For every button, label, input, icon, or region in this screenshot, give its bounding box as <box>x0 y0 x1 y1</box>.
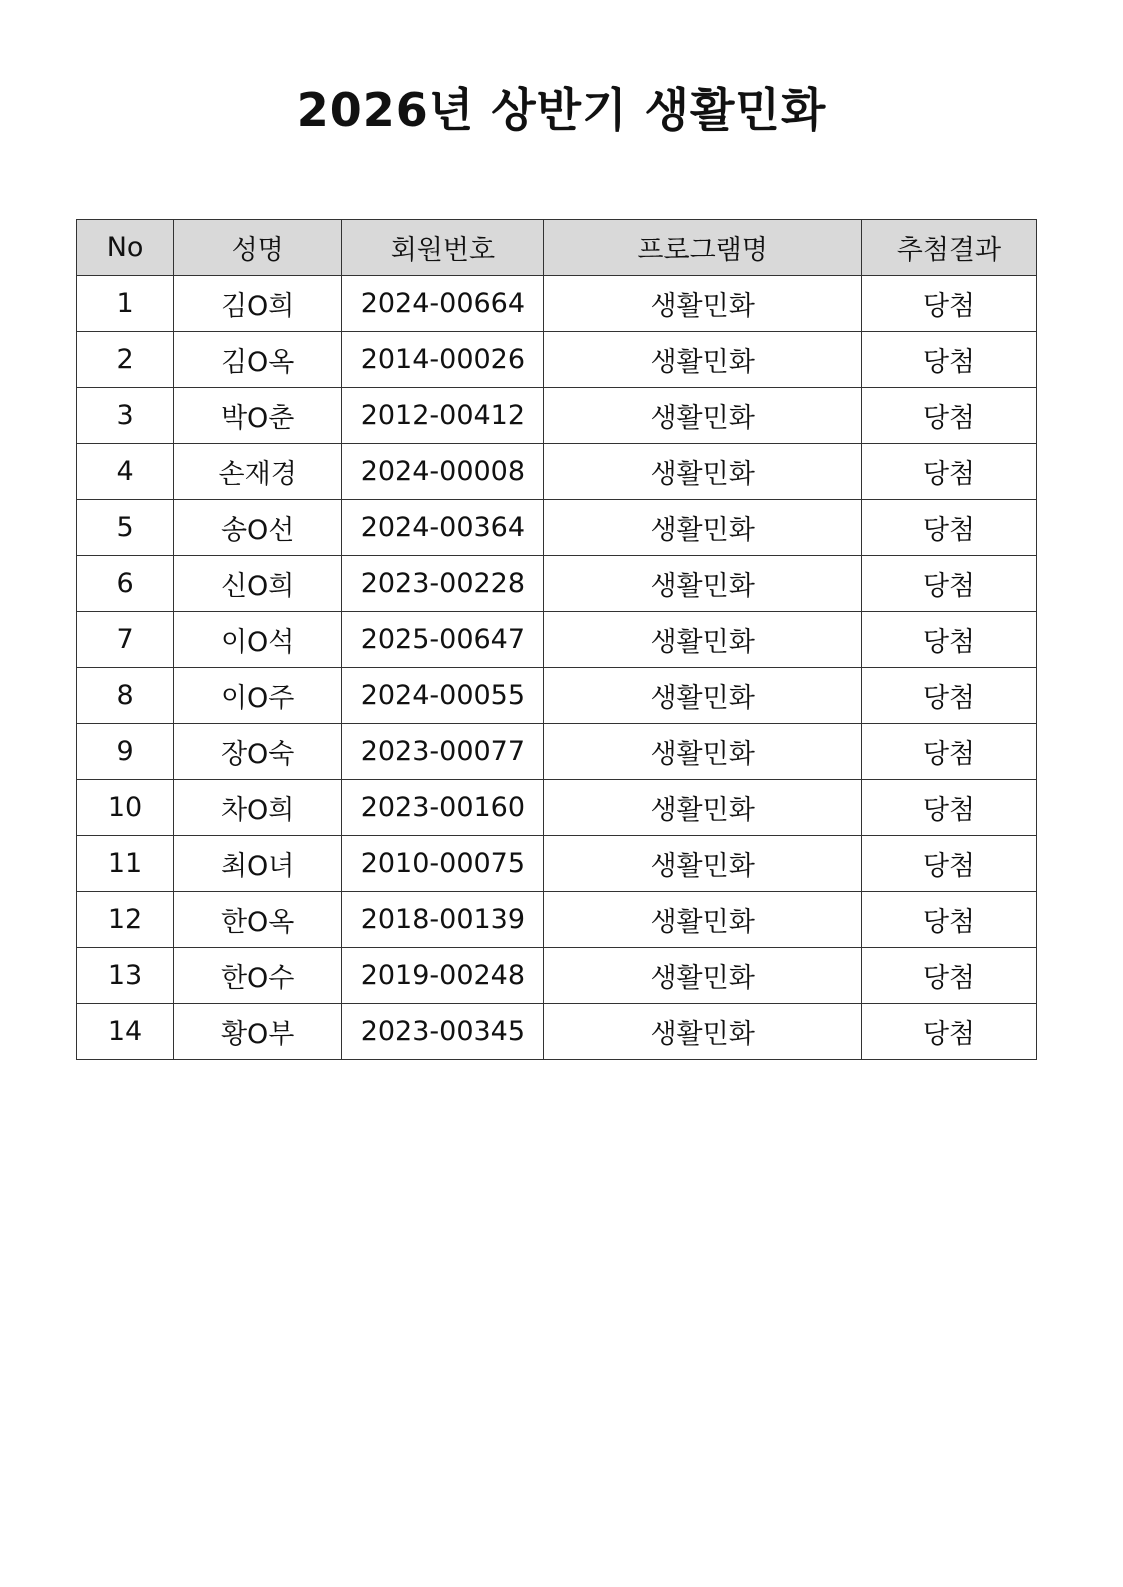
cell-name: 김O옥 <box>174 332 342 388</box>
cell-program: 생활민화 <box>544 388 861 444</box>
cell-name: 한O옥 <box>174 892 342 948</box>
cell-name: 이O석 <box>174 612 342 668</box>
cell-program: 생활민화 <box>544 892 861 948</box>
cell-name: 한O수 <box>174 948 342 1004</box>
table-row <box>77 668 1037 724</box>
cell-result: 당첨 <box>861 276 1036 332</box>
cell-no: 14 <box>77 1004 174 1060</box>
cell-member-id: 2024-00664 <box>342 276 544 332</box>
cell-result: 당첨 <box>861 556 1036 612</box>
cell-result: 당첨 <box>861 500 1036 556</box>
table-row <box>77 1004 1037 1060</box>
cell-no: 10 <box>77 780 174 836</box>
cell-name: 황O부 <box>174 1004 342 1060</box>
table-row <box>77 780 1037 836</box>
lottery-result-table <box>76 219 1037 1060</box>
cell-program: 생활민화 <box>544 1004 861 1060</box>
cell-name: 차O희 <box>174 780 342 836</box>
table-row <box>77 388 1037 444</box>
cell-member-id: 2024-00364 <box>342 500 544 556</box>
cell-program: 생활민화 <box>544 668 861 724</box>
cell-program: 생활민화 <box>544 500 861 556</box>
cell-member-id: 2019-00248 <box>342 948 544 1004</box>
table-row <box>77 948 1037 1004</box>
table-row <box>77 276 1037 332</box>
table-row <box>77 892 1037 948</box>
table-header-row <box>77 220 1037 276</box>
column-header-no: No <box>77 220 174 276</box>
cell-no: 2 <box>77 332 174 388</box>
table-row <box>77 556 1037 612</box>
cell-name: 박O춘 <box>174 388 342 444</box>
cell-result: 당첨 <box>861 612 1036 668</box>
cell-member-id: 2024-00055 <box>342 668 544 724</box>
cell-member-id: 2018-00139 <box>342 892 544 948</box>
cell-result: 당첨 <box>861 724 1036 780</box>
cell-result: 당첨 <box>861 948 1036 1004</box>
cell-program: 생활민화 <box>544 332 861 388</box>
cell-program: 생활민화 <box>544 780 861 836</box>
cell-result: 당첨 <box>861 780 1036 836</box>
cell-no: 3 <box>77 388 174 444</box>
cell-program: 생활민화 <box>544 724 861 780</box>
cell-member-id: 2023-00228 <box>342 556 544 612</box>
table-row <box>77 724 1037 780</box>
cell-program: 생활민화 <box>544 948 861 1004</box>
cell-name: 송O선 <box>174 500 342 556</box>
cell-member-id: 2012-00412 <box>342 388 544 444</box>
cell-no: 7 <box>77 612 174 668</box>
cell-member-id: 2023-00160 <box>342 780 544 836</box>
cell-result: 당첨 <box>861 668 1036 724</box>
cell-name: 신O희 <box>174 556 342 612</box>
cell-no: 1 <box>77 276 174 332</box>
cell-member-id: 2025-00647 <box>342 612 544 668</box>
cell-result: 당첨 <box>861 332 1036 388</box>
column-header-program: 프로그램명 <box>544 220 861 276</box>
cell-name: 장O숙 <box>174 724 342 780</box>
cell-name: 이O주 <box>174 668 342 724</box>
table-row <box>77 500 1037 556</box>
cell-program: 생활민화 <box>544 836 861 892</box>
cell-result: 당첨 <box>861 388 1036 444</box>
table-row <box>77 612 1037 668</box>
cell-name: 최O녀 <box>174 836 342 892</box>
cell-no: 11 <box>77 836 174 892</box>
cell-no: 12 <box>77 892 174 948</box>
cell-name: 손재경 <box>174 444 342 500</box>
column-header-result: 추첨결과 <box>861 220 1036 276</box>
column-header-member-id: 회원번호 <box>342 220 544 276</box>
cell-no: 9 <box>77 724 174 780</box>
cell-result: 당첨 <box>861 892 1036 948</box>
table-row <box>77 836 1037 892</box>
cell-member-id: 2014-00026 <box>342 332 544 388</box>
cell-no: 8 <box>77 668 174 724</box>
cell-result: 당첨 <box>861 836 1036 892</box>
cell-result: 당첨 <box>861 444 1036 500</box>
cell-member-id: 2023-00077 <box>342 724 544 780</box>
cell-name: 김O희 <box>174 276 342 332</box>
page-title: 2026년 상반기 생활민화 <box>296 83 827 137</box>
cell-program: 생활민화 <box>544 556 861 612</box>
cell-program: 생활민화 <box>544 276 861 332</box>
table-row <box>77 332 1037 388</box>
table-row <box>77 444 1037 500</box>
cell-member-id: 2023-00345 <box>342 1004 544 1060</box>
cell-program: 생활민화 <box>544 612 861 668</box>
cell-no: 6 <box>77 556 174 612</box>
cell-program: 생활민화 <box>544 444 861 500</box>
cell-no: 4 <box>77 444 174 500</box>
cell-no: 13 <box>77 948 174 1004</box>
cell-no: 5 <box>77 500 174 556</box>
cell-member-id: 2024-00008 <box>342 444 544 500</box>
column-header-name: 성명 <box>174 220 342 276</box>
cell-result: 당첨 <box>861 1004 1036 1060</box>
cell-member-id: 2010-00075 <box>342 836 544 892</box>
table-body <box>77 276 1037 1060</box>
